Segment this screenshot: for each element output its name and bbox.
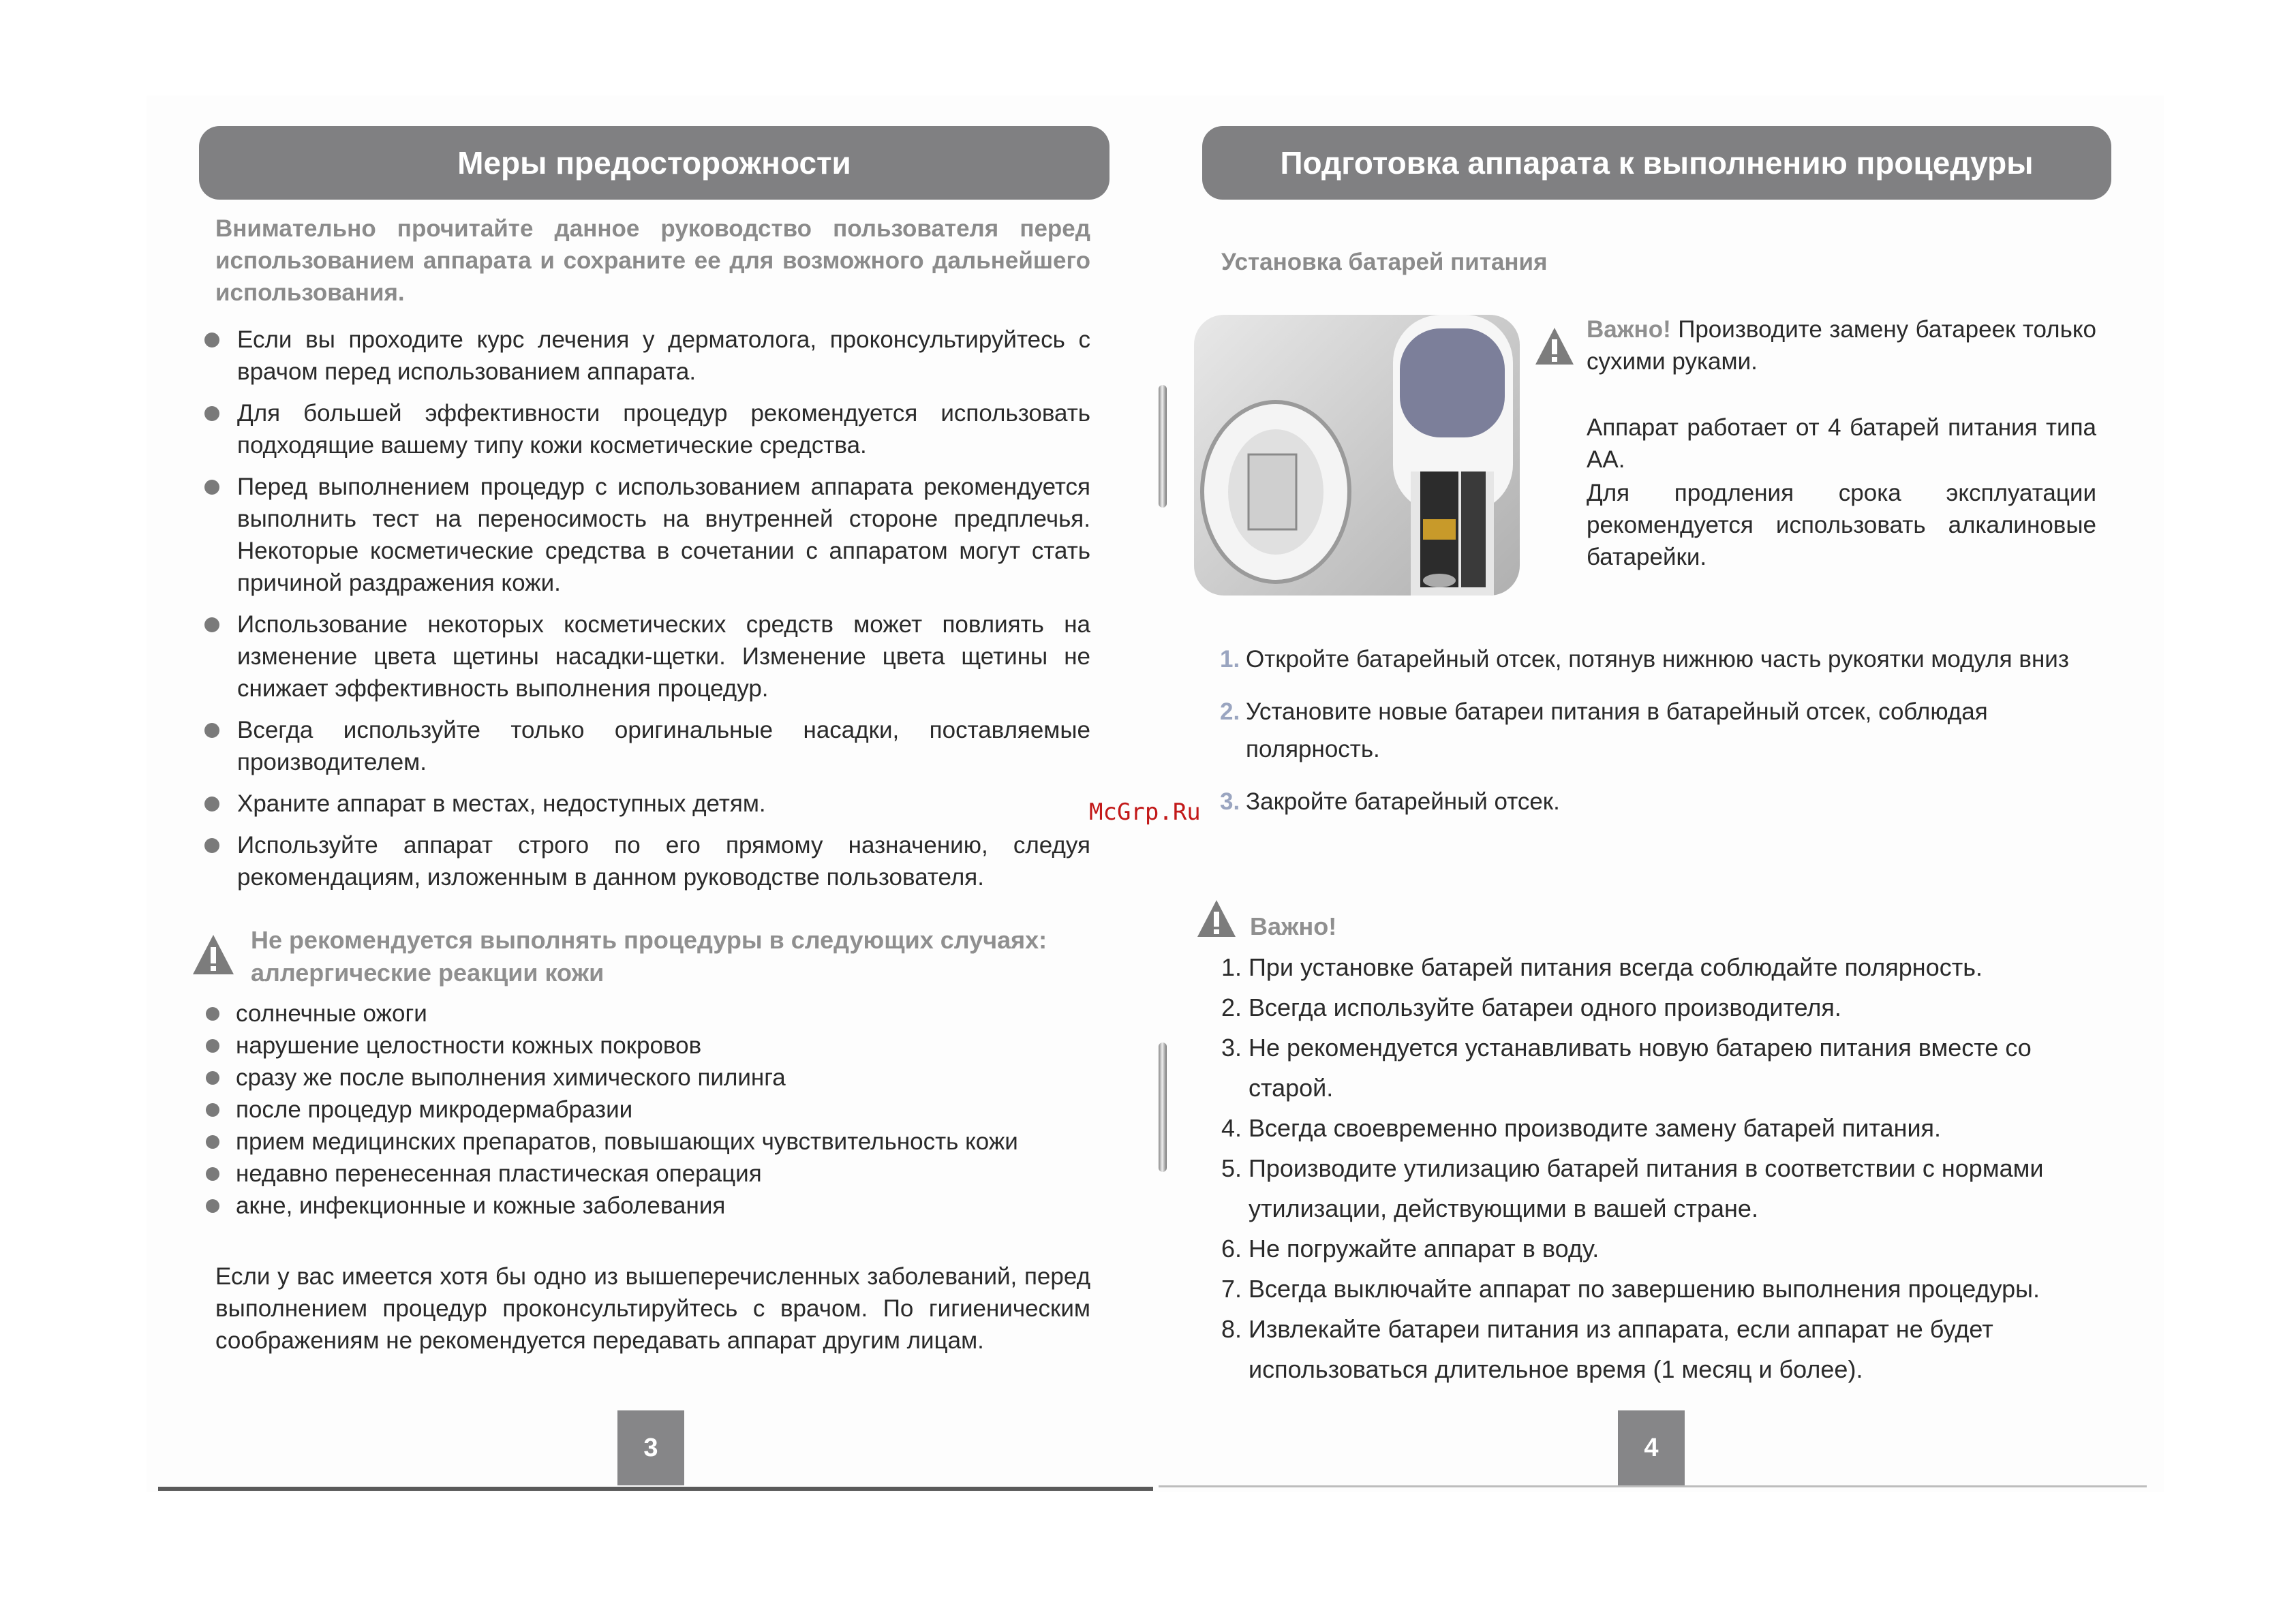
watermark-text: McGrp.Ru <box>1089 799 1201 826</box>
list-item: 1. При установке батарей питания всегда соблюдайте полярность. <box>1221 953 1983 981</box>
contraindications-title: Не рекомендуется выполнять процедуры в следующих случаях: аллергические реакции кожи <box>251 926 1047 987</box>
list-item: 5. Производите утилизацию батарей питания в соответствии с нормами утилизации, действующими в вашей стране. <box>1221 1154 2044 1222</box>
left-page-header: Меры предосторожности <box>199 126 1109 200</box>
alkaline-note: Для продления срока эксплуатации рекомендуется использовать алкалиновые батарейки. <box>1587 480 2096 570</box>
important-title: Важно! <box>1250 912 1337 940</box>
bullet-icon <box>204 406 219 421</box>
bullet-icon <box>206 1199 219 1213</box>
left-bottom-rule <box>158 1487 1153 1491</box>
battery-subheading: Установка батарей питания <box>1221 249 1548 275</box>
list-item: Если вы проходите курс лечения у дерматолога, проконсультируйтесь с врачом перед использованием аппарата. <box>202 324 1090 388</box>
warning-icon <box>1533 326 1576 367</box>
list-item: 2. Всегда используйте батареи одного производителя. <box>1221 993 1841 1021</box>
list-item: после процедур микродермабразии <box>203 1094 1089 1126</box>
bullet-icon <box>204 723 219 738</box>
list-item: Используйте аппарат строго по его прямому назначению, следуя рекомендациям, изложенным в данном руководстве пользователя. <box>202 829 1090 893</box>
list-item: 6. Не погружайте аппарат в воду. <box>1221 1235 1599 1263</box>
bullet-icon <box>206 1167 219 1181</box>
list-item: 3. Не рекомендуется устанавливать новую батарею питания вместе со старой. <box>1221 1034 2032 1102</box>
warning-icon <box>191 932 236 977</box>
list-item: нарушение целостности кожных покровов <box>203 1030 1089 1062</box>
bullet-icon <box>206 1103 219 1117</box>
bullet-icon <box>206 1039 219 1053</box>
bullet-icon <box>204 617 219 632</box>
bullet-icon <box>206 1071 219 1085</box>
bullet-icon <box>204 838 219 853</box>
warning-icon <box>1195 898 1238 939</box>
list-item: 7. Всегда выключайте аппарат по завершению выполнения процедуры. <box>1221 1275 2040 1303</box>
page-number-left: 3 <box>617 1410 684 1485</box>
list-item: Использование некоторых косметических средств может повлиять на изменение цвета щетины насадки-щетки. Изменение цвета щетины не снижает эффективность выполнения процедур. <box>202 608 1090 705</box>
precautions-list <box>202 324 1090 903</box>
bullet-icon <box>204 333 219 347</box>
list-item: 1. Откройте батарейный отсек, потянув нижнюю часть рукоятки модуля вниз <box>1220 646 2069 673</box>
list-item: Храните аппарат в местах, недоступных детям. <box>202 788 1090 820</box>
list-item: солнечные ожоги <box>203 998 1089 1030</box>
staple-bottom <box>1159 1042 1167 1172</box>
left-page-intro: Внимательно прочитайте данное руководство пользователя перед использованием аппарата и сохраните ее для возможного дальнейшего использования. <box>215 215 1090 306</box>
battery-type-note: Аппарат работает от 4 батарей питания типа АА. <box>1587 414 2096 473</box>
contraindications-list <box>203 998 1089 1222</box>
bullet-icon <box>204 480 219 495</box>
list-item: Перед выполнением процедур с использованием аппарата рекомендуется выполнить тест на переносимость на внутренней стороне предплечья. Некоторые косметические средства в сочетании с аппаратом могут стать причиной раздражения кожи. <box>202 471 1090 599</box>
dry-hands-note: Важно! Производите замену батареек только сухими руками. <box>1587 316 2096 375</box>
device-illustration <box>1194 315 1520 596</box>
closing-paragraph: Если у вас имеется хотя бы одно из вышеперечисленных заболеваний, перед выполнением процедур проконсультируйтесь с врачом. По гигиеническим соображениям не рекомендуется передавать аппарат другим лицам. <box>215 1263 1090 1354</box>
list-item: 8. Извлекайте батареи питания из аппарата, если аппарат не будет использоваться длительное время (1 месяц и более). <box>1221 1315 1993 1383</box>
list-item: Для большей эффективности процедур рекомендуется использовать подходящие вашему типу кожи косметические средства. <box>202 397 1090 461</box>
right-page-header: Подготовка аппарата к выполнению процедуры <box>1202 126 2111 200</box>
right-bottom-rule <box>1159 1485 2147 1487</box>
list-item: акне, инфекционные и кожные заболевания <box>203 1190 1089 1222</box>
list-item: 2. Установите новые батареи питания в батарейный отсек, соблюдая полярность. <box>1220 698 1988 762</box>
staple-top <box>1159 385 1167 508</box>
battery-compartment-photo <box>1194 315 1520 596</box>
page-number-right: 4 <box>1618 1410 1685 1485</box>
bullet-icon <box>206 1135 219 1149</box>
bullet-icon <box>204 797 219 812</box>
list-item: недавно перенесенная пластическая операция <box>203 1158 1089 1190</box>
list-item: Всегда используйте только оригинальные насадки, поставляемые производителем. <box>202 714 1090 778</box>
installation-steps <box>1220 640 2106 835</box>
list-item: 4. Всегда своевременно производите замену батарей питания. <box>1221 1114 1942 1142</box>
list-item: 3. Закройте батарейный отсек. <box>1220 788 1560 815</box>
list-item: прием медицинских препаратов, повышающих чувствительность кожи <box>203 1126 1089 1158</box>
list-item: сразу же после выполнения химического пилинга <box>203 1062 1089 1094</box>
important-list <box>1221 947 2107 1389</box>
bullet-icon <box>206 1007 219 1021</box>
